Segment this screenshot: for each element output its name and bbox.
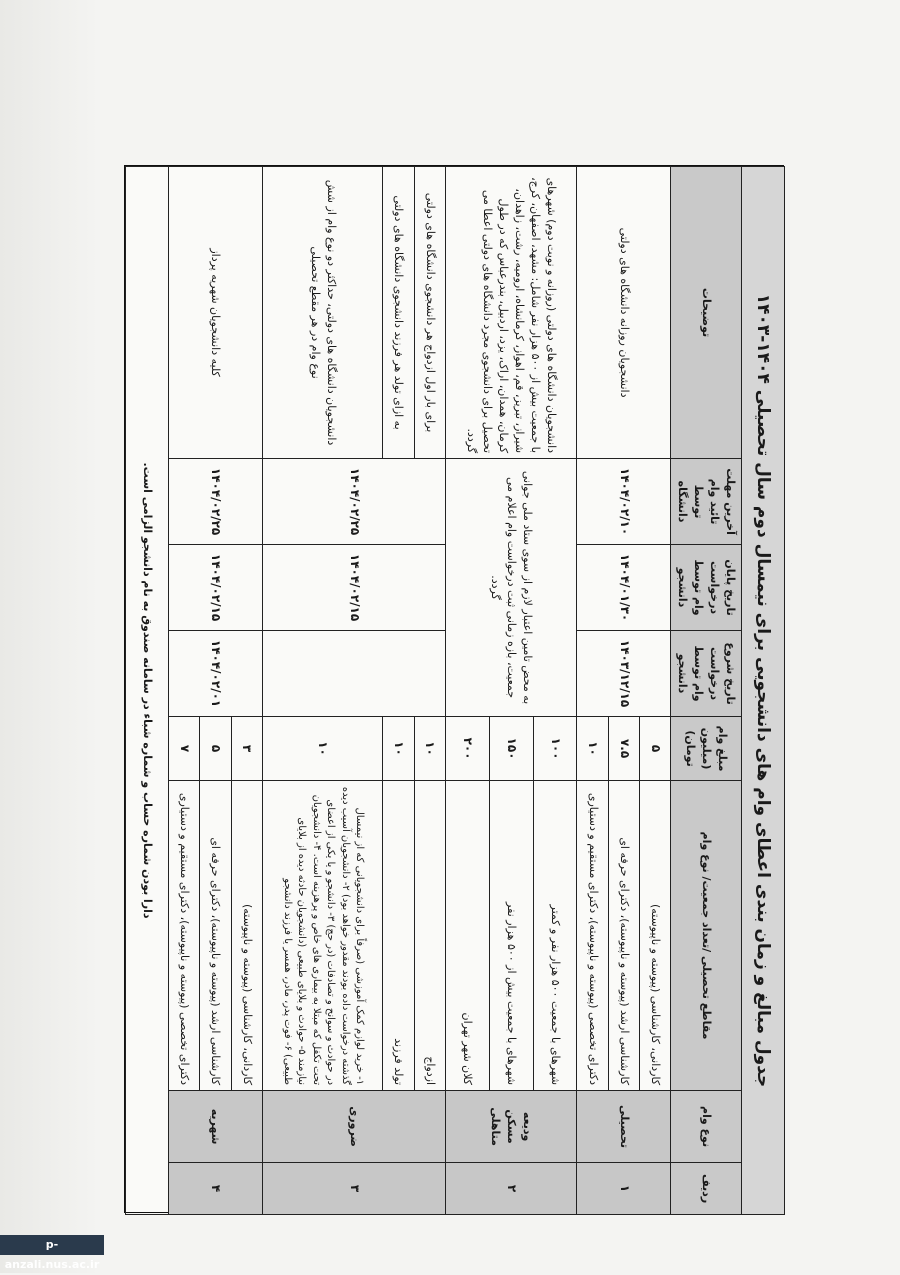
start-date: ۱۴۰۴/۰۲/۰۱ (169, 631, 263, 717)
row-number: ۱ (577, 1163, 671, 1215)
site-watermark[interactable]: p-anzali.nus.ac.ir (0, 1235, 104, 1255)
date-note: به محض تامین اعتبار لازم از سوی ستاد ملی جوانی جمعیت، بازه زمانی ثبت درخواست وام اعلام می گردد. (445, 459, 577, 717)
level-cell: دکترای تخصصی (پیوسته و ناپیوسته)، دکترای مستقیم و دستیاری (169, 781, 200, 1091)
level-cell: کلان شهر تهران (445, 781, 489, 1091)
header-amount: مبلغ وام (میلیون تومان) (671, 717, 742, 781)
notes-cell: دانشجویان دانشگاه های دولتی، حداکثر دو نوع وام از شش نوع وام در هر مقطع تحصیلی (262, 167, 383, 459)
row-number: ۴ (169, 1163, 263, 1215)
amount-cell: ۱۰۰ (533, 717, 577, 781)
header-notes: توضیحات (671, 167, 742, 459)
amount-cell: ۱۰ (262, 717, 383, 781)
header-level: مقاطع تحصیلی /تعداد جمعیت/ نوع وام (671, 781, 742, 1091)
start-date (262, 631, 445, 717)
scan-margin (0, 0, 100, 1273)
amount-cell: ۱۰ (577, 717, 608, 781)
level-cell: کارشناسی ارشد (پیوسته و ناپیوسته)، دکترای حرفه ای (608, 781, 639, 1091)
header-deadline: آخرین مهلت تائید وام توسط دانشگاه (671, 459, 742, 545)
loan-type: ضروری (262, 1091, 445, 1163)
header-row: ردیف (671, 1163, 742, 1215)
amount-cell: ۱۰ (414, 717, 445, 781)
level-cell: شهرهای با جمعیت بیش از ۵۰۰ هزار نفر (489, 781, 533, 1091)
start-date: ۱۴۰۳/۱۲/۱۵ (577, 631, 671, 717)
loan-type: شهریه (169, 1091, 263, 1163)
notes-cell: دانشجویان روزانه دانشگاه های دولتی (577, 167, 671, 459)
deadline-date: ۱۴۰۴/۰۲/۱۰ (577, 459, 671, 545)
header-loan-type: نوع وام (671, 1091, 742, 1163)
level-cell: ۱- خرید لوازم کمک آموزشی (صرفاً برای دانشجویانی که از نیمسال گذشته درخواست داده بودند مقدور خواهد بود) ۲- دانشجویان آسیب دیده در حوادث و سوانح و تصادفات (در حج) ۳- دانشجو و یا یکی از اعضای تحت تکفل که مبتلا به بیماری های خاص و پرهزینه است. ۴- دانشجویان نیازمند ۵- حوادث و بلایای طبیعی (دانشجویان حادثه دیده از بلایای طبیعی) ۶- فوت پدر، مادر، همسر یا فرزند دانشجو (262, 781, 383, 1091)
notes-cell: دانشجویان دانشگاه های دولتی (روزانه و نوبت دوم) شهرهای با جمعیت بیش از ۵۰۰ هزار نفر شامل: مشهد، اصفهان، کرج، شیراز، تبریز، قم، اهواز، کرمانشاه، ارومیه، رشت، زاهدان، کرمان، همدان، اراک، یزد، اردبیل، بندرعباس که در طول تحصیل برای دانشجوی مجرد دانشگاه های دولتی اعطا می گردد. (445, 167, 577, 459)
deadline-date: ۱۴۰۴/۰۲/۲۵ (169, 459, 263, 545)
loan-schedule-sheet (124, 165, 784, 1213)
deadline-date: ۱۴۰۴/۰۲/۲۵ (262, 459, 445, 545)
loan-subtype: ودیعه (521, 1111, 535, 1142)
amount-cell: ۵ (200, 717, 231, 781)
table-row (533, 167, 577, 1215)
level-cell: دکترای تخصصی (پیوسته و ناپیوسته)، دکترای مستقیم و دستیاری (577, 781, 608, 1091)
loan-type-label: مسکن متاهلی (489, 1107, 519, 1146)
notes-cell: برای بار اول ازدواج هر دانشجوی دانشگاه های دولتی (414, 167, 445, 459)
end-date: ۱۴۰۴/۰۱/۳۰ (577, 545, 671, 631)
footer-note: دارا بودن شماره حساب و شماره شباء در سامانه صندوق به نام دانشجو الزامی است. (126, 167, 169, 1215)
level-cell: تولد فرزند (383, 781, 414, 1091)
amount-cell: ۵ (639, 717, 670, 781)
row-number: ۲ (445, 1163, 577, 1215)
amount-cell: ۱۰ (383, 717, 414, 781)
level-cell: شهرهای با جمعیت ۵۰۰ هزار نفر و کمتر (533, 781, 577, 1091)
amount-cell: ۱۵۰ (489, 717, 533, 781)
loan-type: تحصیلی (577, 1091, 671, 1163)
end-date: ۱۴۰۴/۰۲/۱۵ (169, 545, 263, 631)
table-row (639, 167, 670, 1215)
loan-type (445, 1091, 577, 1163)
amount-cell: ۷ (169, 717, 200, 781)
rotated-table-container (125, 166, 785, 1214)
table-row (231, 167, 262, 1215)
table-title: جدول مبالغ و زمان بندی اعطای وام های دانشجویی برای نیمسال دوم سال تحصیلی ۱۴۰۴-۱۴۰۳ (742, 167, 785, 1215)
amount-cell: ۳ (231, 717, 262, 781)
table-row (414, 167, 445, 1215)
level-cell: کاردانی، کارشناسی (پیوسته و ناپیوسته) (639, 781, 670, 1091)
notes-cell: کلیه دانشجویان شهریه پرداز (169, 167, 263, 459)
loan-schedule-table (125, 166, 785, 1215)
notes-cell: به ازای تولد هر فرزند دانشجوی دانشگاه های دولتی (383, 167, 414, 459)
header-end: تاریخ پایان درخواست وام توسط دانشجو (671, 545, 742, 631)
level-cell: کاردانی، کارشناسی (پیوسته و ناپیوسته) (231, 781, 262, 1091)
level-cell: ازدواج (414, 781, 445, 1091)
amount-cell: ۲۰۰ (445, 717, 489, 781)
row-number: ۳ (262, 1163, 445, 1215)
amount-cell: ۷.۵ (608, 717, 639, 781)
end-date: ۱۴۰۴/۰۲/۱۵ (262, 545, 445, 631)
header-start: تاریخ شروع درخواست وام توسط دانشجو (671, 631, 742, 717)
level-cell: کارشناسی ارشد (پیوسته و ناپیوسته)، دکترای حرفه ای (200, 781, 231, 1091)
